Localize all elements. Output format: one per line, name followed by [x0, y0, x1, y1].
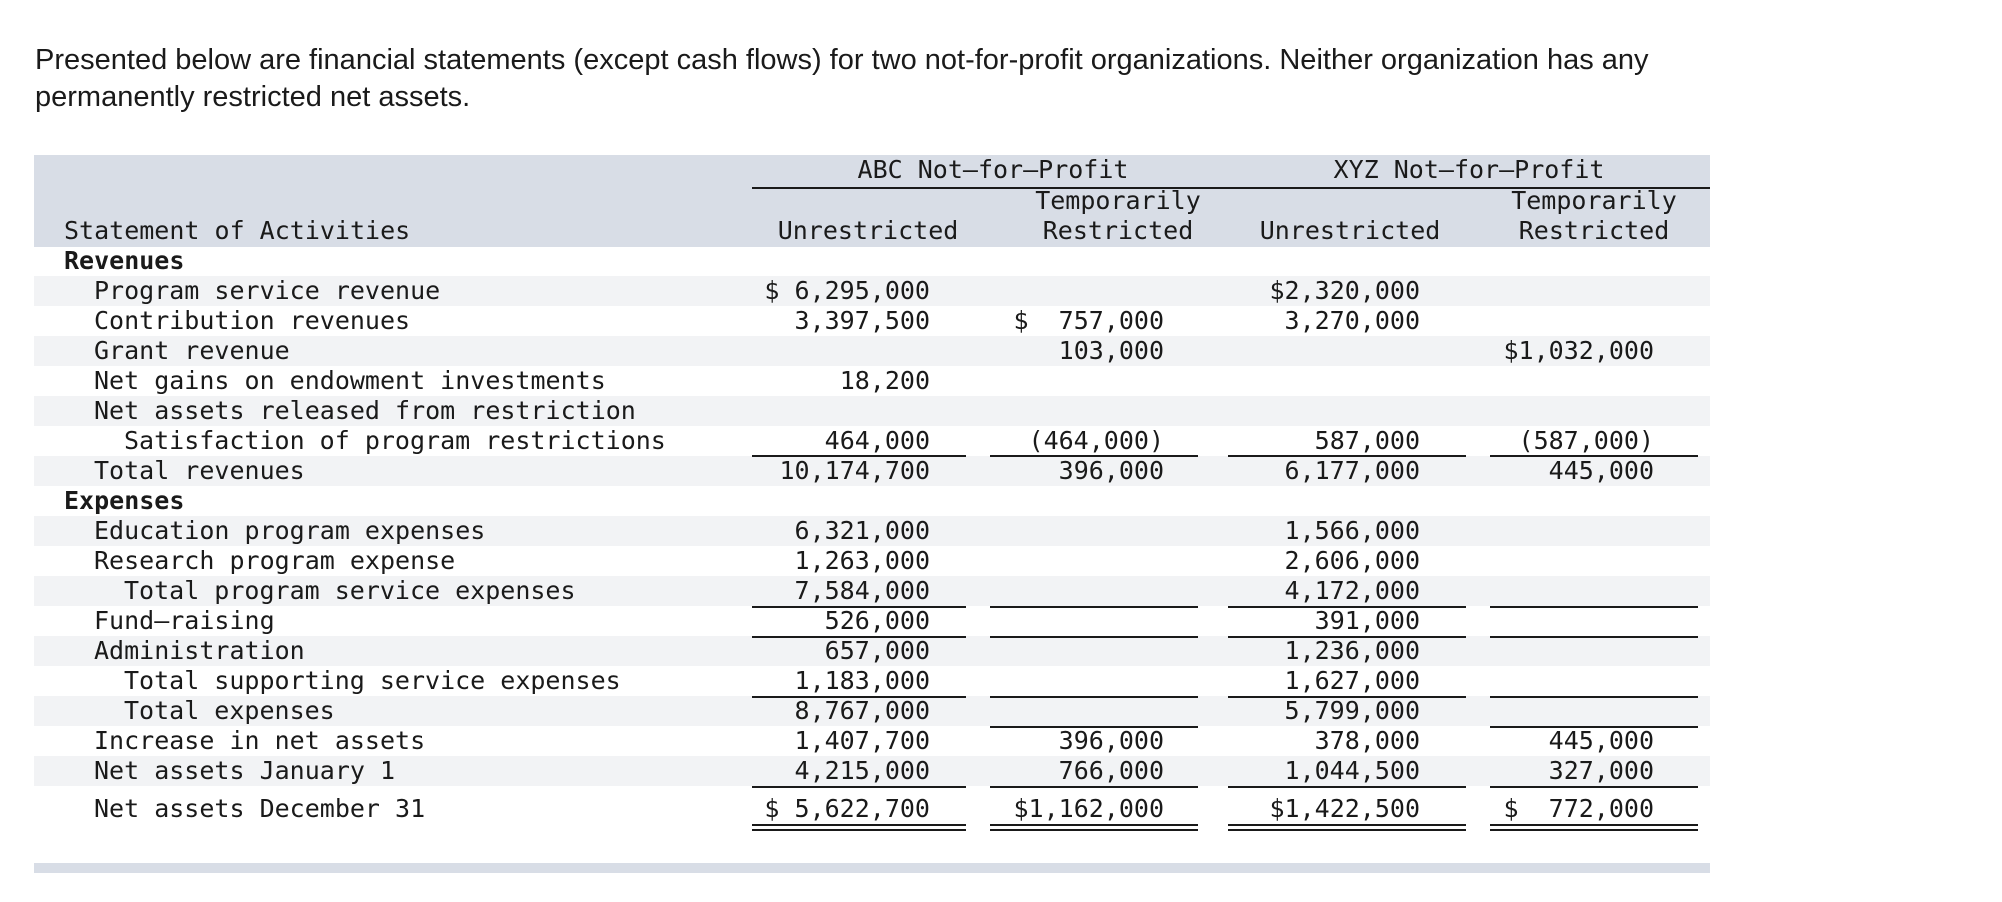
row-label: Contribution revenues: [94, 306, 411, 335]
row-value-xyz-u: 1,566,000: [1284, 516, 1420, 545]
subtotal-rule: [1228, 636, 1466, 638]
row-value-abc-t: 396,000: [1058, 726, 1164, 755]
row-value-xyz-u: 6,177,000: [1284, 456, 1420, 485]
row-value-abc-u: $ 6,295,000: [764, 276, 930, 305]
row-value-xyz-t: 327,000: [1548, 756, 1654, 785]
xyz-temporarily-label: Temporarily: [1511, 186, 1677, 215]
subtotal-rule: [990, 726, 1198, 728]
row-value-abc-u: 3,397,500: [794, 306, 930, 335]
row-value-xyz-u: 587,000: [1314, 426, 1420, 455]
row-value-abc-u: 10,174,700: [779, 456, 930, 485]
row-value-abc-u: 8,767,000: [794, 696, 930, 725]
row-value-xyz-u: 4,172,000: [1284, 576, 1420, 605]
row-value-abc-u: 657,000: [824, 636, 930, 665]
row-value-xyz-u: 3,270,000: [1284, 306, 1420, 335]
total-double-rule: [752, 824, 966, 831]
subtotal-rule: [1228, 455, 1466, 457]
total-double-rule: [1228, 824, 1466, 831]
row-label: Satisfaction of program restrictions: [124, 426, 666, 455]
row-value-abc-u: 1,407,700: [794, 726, 930, 755]
xyz-unrestricted-label: Unrestricted: [1259, 216, 1441, 245]
subtotal-rule: [1228, 606, 1466, 608]
subtotal-rule: [752, 606, 966, 608]
subtotal-rule: [1490, 455, 1698, 457]
row-value-abc-u: 1,183,000: [794, 666, 930, 695]
row-value-xyz-u: $2,320,000: [1269, 276, 1420, 305]
row-value-abc-u: 464,000: [824, 426, 930, 455]
row-value-abc-u: 526,000: [824, 606, 930, 635]
row-label: Total expenses: [124, 696, 335, 725]
total-double-rule: [990, 824, 1198, 831]
subtotal-rule: [990, 636, 1198, 638]
abc-restricted-label: Restricted: [1042, 216, 1194, 245]
row-value-abc-u: 6,321,000: [794, 516, 930, 545]
row-label: Grant revenue: [94, 336, 290, 365]
subtotal-rule: [1490, 636, 1698, 638]
row-value-xyz-t: $ 772,000: [1503, 794, 1654, 823]
row-value-abc-t: (464,000): [1028, 426, 1164, 455]
row-value-xyz-u: 2,606,000: [1284, 546, 1420, 575]
row-label: Total program service expenses: [124, 576, 576, 605]
row-label: Fund–raising: [94, 606, 275, 635]
intro-line-1: Presented below are financial statements (except cash flows) for two not-for-profit organizations. Neither organization has any: [35, 44, 1649, 76]
row-label: Net assets January 1: [94, 756, 396, 785]
row-label: Program service revenue: [94, 276, 441, 305]
subtotal-rule: [990, 606, 1198, 608]
row-value-abc-t: $ 757,000: [1013, 306, 1164, 335]
subtotal-rule: [990, 696, 1198, 698]
abc-temporarily-label: Temporarily: [1035, 186, 1201, 215]
row-value-xyz-t: 445,000: [1548, 726, 1654, 755]
section-revenues: Revenues: [64, 246, 185, 275]
statement-title: Statement of Activities: [64, 216, 411, 245]
org-abc-heading: ABC Not–for–Profit: [857, 155, 1129, 184]
row-value-xyz-u: 5,799,000: [1284, 696, 1420, 725]
total-double-rule: [1490, 824, 1698, 831]
row-value-abc-u: 7,584,000: [794, 576, 930, 605]
row-value-abc-u: 18,200: [839, 366, 930, 395]
subtotal-rule: [1228, 696, 1466, 698]
row-value-abc-t: 103,000: [1058, 336, 1164, 365]
row-label: Net assets released from restriction: [94, 396, 636, 425]
statement-of-activities-table: [34, 155, 1710, 873]
subtotal-rule: [990, 455, 1198, 457]
row-value-abc-u: 1,263,000: [794, 546, 930, 575]
subtotal-rule: [1490, 786, 1698, 788]
section-expenses: Expenses: [64, 486, 185, 515]
row-label: Total supporting service expenses: [124, 666, 621, 695]
row-value-xyz-u: 391,000: [1314, 606, 1420, 635]
row-value-xyz-u: 378,000: [1314, 726, 1420, 755]
row-value-abc-u: 4,215,000: [794, 756, 930, 785]
subtotal-rule: [990, 786, 1198, 788]
xyz-restricted-label: Restricted: [1518, 216, 1670, 245]
row-value-abc-u: $ 5,622,700: [764, 794, 930, 823]
row-value-xyz-t: 445,000: [1548, 456, 1654, 485]
row-label: Education program expenses: [94, 516, 486, 545]
row-label: Increase in net assets: [94, 726, 426, 755]
row-label: Net assets December 31: [94, 794, 426, 823]
row-value-xyz-t: (587,000): [1518, 426, 1654, 455]
subtotal-rule: [1490, 696, 1698, 698]
row-value-xyz-u: 1,627,000: [1284, 666, 1420, 695]
row-label: Total revenues: [94, 456, 305, 485]
table-footer-band: [34, 863, 1710, 873]
subtotal-rule: [752, 455, 966, 457]
subtotal-rule: [1228, 786, 1466, 788]
subtotal-rule: [752, 786, 966, 788]
org-xyz-heading: XYZ Not–for–Profit: [1333, 155, 1605, 184]
subtotal-rule: [1490, 726, 1698, 728]
row-label: Research program expense: [94, 546, 456, 575]
row-value-abc-t: 766,000: [1058, 756, 1164, 785]
row-value-xyz-u: $1,422,500: [1269, 794, 1420, 823]
row-label: Administration: [94, 636, 305, 665]
row-value-xyz-u: 1,236,000: [1284, 636, 1420, 665]
row-label: Net gains on endowment investments: [94, 366, 606, 395]
subtotal-rule: [752, 696, 966, 698]
row-value-abc-t: 396,000: [1058, 456, 1164, 485]
abc-unrestricted-label: Unrestricted: [777, 216, 959, 245]
subtotal-rule: [1490, 606, 1698, 608]
intro-line-2: permanently restricted net assets.: [35, 81, 471, 113]
subtotal-rule: [752, 636, 966, 638]
row-value-abc-t: $1,162,000: [1013, 794, 1164, 823]
row-value-xyz-t: $1,032,000: [1503, 336, 1654, 365]
row-value-xyz-u: 1,044,500: [1284, 756, 1420, 785]
intro-text: [35, 42, 1915, 116]
